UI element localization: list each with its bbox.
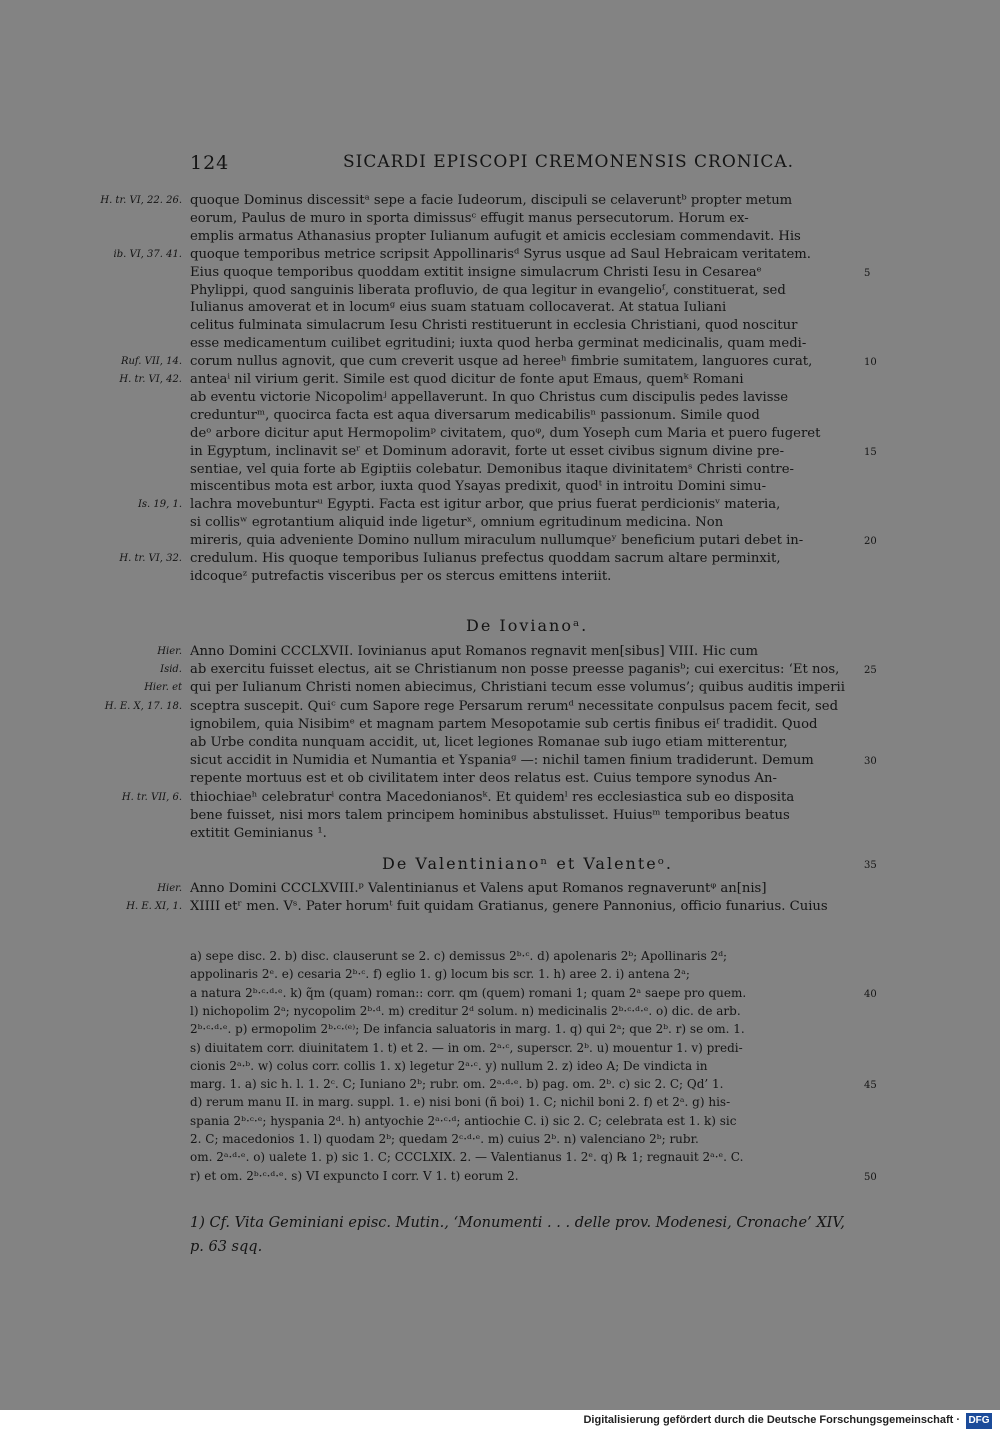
margin-citation: H. E. XI, 1. xyxy=(126,901,182,912)
body-line: deᵒ arbore dicitur aput Hermopolimᵖ civitatem, quoᵠ, dum Yoseph cum Maria et puero fugeret xyxy=(190,425,821,441)
sponsor-text: Digitalisierung gefördert durch die Deutsche Forschungsgemeinschaft · xyxy=(583,1414,960,1426)
valentinianus-line: XIIII etʳ men. Vˢ. Pater horumᵗ fuit quidam Gratianus, genere Pannonius, officio funarius. Cuius xyxy=(190,899,828,914)
apparatus-line: a natura 2ᵇ·ᶜ·ᵈ·ᵉ. k) q̃m (quam) roman:: corr. qm (quem) romani 1; quam 2ᵃ saepe pro quem. xyxy=(190,985,747,1000)
line-number: 35 xyxy=(864,860,877,871)
line-number: 30 xyxy=(864,756,877,768)
body-line: quoque Dominus discessitᵃ sepe a facie Iudeorum, discipuli se celaveruntᵇ propter metum xyxy=(190,193,793,208)
line-number: 5 xyxy=(864,267,871,279)
body-line: credulum. His quoque temporibus Iulianus prefectus quoddam sacrum altare perminxit, xyxy=(190,551,781,566)
body-line: Phylippi, quod sanguinis liberata profluvio, de qua legitur in evangelioᶠ, constituerat, sed xyxy=(190,282,786,298)
body-line: ab eventu victorie Nicopolimʲ appellaverunt. In quo Christus cum discipulis pedes lavisse xyxy=(190,389,789,405)
body-line: corum nullus agnovit, que cum creverit usque ad hereeʰ fimbrie sumitatem, languores curat, xyxy=(190,354,813,370)
body-line: mireris, quia adveniente Domino nullum miraculum nullumqueʸ beneficium putari debet in- xyxy=(190,533,804,549)
line-number: 45 xyxy=(864,1080,877,1092)
iovianus-line: sceptra suscepit. Quiᶜ cum Sapore rege Persarum rerumᵈ necessitate conpulsus pacem fecit, sed xyxy=(190,698,839,714)
body-line: Iulianus amoverat et in locumᵍ eius suam statuam collocaverat. At statua Iuliani xyxy=(190,300,727,316)
dfg-logo: DFG xyxy=(966,1413,992,1429)
apparatus-line: l) nichopolim 2ᵃ; nycopolim 2ᵇ·ᵈ. m) creditur 2ᵈ solum. n) medicinalis 2ᵇ·ᶜ·ᵈ·ᵉ. o) dic. de arb. xyxy=(190,1003,741,1018)
page-number: 124 xyxy=(190,152,230,174)
iovianus-line: ignobilem, quia Nisibimᵉ et magnam partem Mesopotamie sub certis finibus eiᶠ tradidit. Quod xyxy=(190,716,818,732)
body-line: Eius quoque temporibus quoddam extitit insigne simulacrum Christi Iesu in Cesareaᵉ xyxy=(190,264,762,280)
iovianus-line: bene fuisset, nisi mors talem principem hominibus abstulisset. Huiusᵐ temporibus beatus xyxy=(190,807,790,823)
iovianus-line: Anno Domini CCCLXVII. Iovinianus aput Romanos regnavit men[sibus] VIII. Hic cum xyxy=(190,644,759,659)
body-line: lachra movebunturᵘ Egypti. Facta est igitur arbor, que prius fuerat perdicionisᵛ materia, xyxy=(190,497,781,513)
section-heading-valentinianus: De Valentinianoⁿ et Valenteᵒ. xyxy=(382,854,673,873)
apparatus-line: s) diuitatem corr. diuinitatem 1. t) et 2. — in om. 2ᵃ·ᶜ, superscr. 2ᵇ. u) mouentur 1. v) predi- xyxy=(190,1040,743,1055)
margin-citation: H. tr. VI, 42. xyxy=(119,374,182,385)
line-number: 25 xyxy=(864,665,877,677)
iovianus-line: extitit Geminianus ¹. xyxy=(190,826,327,841)
body-line: eorum, Paulus de muro in sporta dimissusᶜ effugit manus persecutorum. Horum ex- xyxy=(190,210,749,226)
apparatus-line: d) rerum manu II. in marg. suppl. 1. e) nisi boni (ñ boi) 1. C; nichil boni 2. f) et 2ᵃ. g) his- xyxy=(190,1095,731,1110)
apparatus-line: a) sepe disc. 2. b) disc. clauserunt se 2. c) demissus 2ᵇ·ᶜ. d) apolenaris 2ᵇ; Apollinaris 2ᵈ; xyxy=(190,949,728,963)
margin-citation: Isid. xyxy=(160,664,182,676)
line-number: 15 xyxy=(864,446,877,458)
margin-citation: H. tr. VII, 6. xyxy=(121,791,182,803)
body-line: esse medicamentum cuilibet egritudini; iuxta quod herba germinat medicinalis, quam medi- xyxy=(190,336,807,352)
margin-citation: Ruf. VII, 14. xyxy=(120,356,182,368)
margin-citation: H. tr. VI, 32. xyxy=(119,553,182,564)
apparatus-line: appolinaris 2ᵉ. e) cesaria 2ᵇ·ᶜ. f) eglio 1. g) locum bis scr. 1. h) aree 2. i) antena 2ᵃ; xyxy=(190,967,690,982)
body-line: anteaⁱ nil virium gerit. Simile est quod dicitur de fonte aput Emaus, quemᵏ Romani xyxy=(190,372,744,387)
line-number: 10 xyxy=(864,357,877,369)
body-line: in Egyptum, inclinavit seʳ et Dominum adoravit, forte ut esset civibus signum divine pre- xyxy=(190,443,785,459)
iovianus-line: repente mortuus est et ob civilitatem inter deos relatus est. Cuius tempore synodus An- xyxy=(190,771,777,787)
margin-citation: Hier. xyxy=(157,646,182,657)
margin-citation: H. E. X, 17. 18. xyxy=(104,700,182,712)
apparatus-line: marg. 1. a) sic h. l. 1. 2ᶜ. C; Iuniano 2ᵇ; rubr. om. 2ᵃ·ᵈ·ᵉ. b) pag. om. 2ᵇ. c) sic 2. C; Qd’ 1. xyxy=(190,1077,724,1092)
margin-citation: Is. 19, 1. xyxy=(137,499,182,511)
body-line: sentiae, vel quia forte ab Egiptiis colebatur. Demonibus itaque divinitatemˢ Christi contre- xyxy=(190,461,794,477)
apparatus-line: r) et om. 2ᵇ·ᶜ·ᵈ·ᵉ. s) VI expuncto I corr. V 1. t) eorum 2. xyxy=(190,1168,519,1183)
apparatus-line: om. 2ᵃ·ᵈ·ᵉ. o) ualete 1. p) sic 1. C; CCCLXIX. 2. — Valentianus 1. 2ᵉ. q) ℞ 1; regnauit 2ᵃ·ᵉ. C. xyxy=(190,1150,744,1165)
apparatus-line: 2. C; macedonios 1. l) quodam 2ᵇ; quedam 2ᶜ·ᵈ·ᵉ. m) cuius 2ᵇ. n) valenciano 2ᵇ; rubr. xyxy=(190,1132,699,1146)
margin-citation: ib. VI, 37. 41. xyxy=(113,248,182,260)
apparatus-line: cionis 2ᵃ·ᵇ. w) colus corr. collis 1. x) legetur 2ᵃ·ᶜ. y) nullum 2. z) ideo A; De vindicta in xyxy=(190,1058,708,1073)
body-line: miscentibus mota est arbor, iuxta quod Ysayas predixit, quodᵗ in introitu Domini simu- xyxy=(190,479,767,495)
line-number: 50 xyxy=(864,1171,877,1183)
apparatus-line: spania 2ᵇ·ᶜ·ᵉ; hyspania 2ᵈ. h) antyochie 2ᵃ·ᶜ·ᵈ; antiochie C. i) sic 2. C; celebrata est 1. k) sic xyxy=(190,1113,737,1128)
body-line: quoque temporibus metrice scripsit Appollinarisᵈ Syrus usque ad Saul Hebraicam veritatem. xyxy=(190,246,811,262)
body-line: celitus fulminata simulacrum Iesu Christi restituerunt in ecclesia Christiani, quod noscitur xyxy=(190,318,798,334)
line-number: 40 xyxy=(864,988,877,1000)
iovianus-line: qui per Iulianum Christi nomen abiecimus, Christiani tecum esse volumus’; quibus auditis imperii xyxy=(190,680,845,696)
iovianus-line: thiochiaeʰ celebraturⁱ contra Macedonianosᵏ. Et quidemˡ res ecclesiastica sub eo disposita xyxy=(190,789,795,805)
running-title: SICARDI EPISCOPI CREMONENSIS CRONICA. xyxy=(343,152,795,172)
footnote-line-2: p. 63 sqq. xyxy=(190,1239,263,1255)
iovianus-line: ab exercitu fuisset electus, ait se Christianum non posse preesse paganisᵇ; cui exercitus: ‘Et nos, xyxy=(190,662,840,678)
line-number: 20 xyxy=(864,536,877,548)
apparatus-line: 2ᵇ·ᶜ·ᵈ·ᵉ. p) ermopolim 2ᵇ·ᶜ·⁽ᵉ⁾; De infancia saluatoris in marg. 1. q) qui 2ᵃ; que 2ᵇ. r) se om. 1. xyxy=(190,1022,745,1037)
iovianus-line: sicut accidit in Numidia et Numantia et Yspaniaᵍ —: nichil tamen finium tradiderunt. Demum xyxy=(190,753,814,769)
footnote-line-1: 1) Cf. Vita Geminiani episc. Mutin., ‘Monumenti . . . delle prov. Modenesi, Cronache’ XIV, xyxy=(190,1215,845,1231)
body-line: idcoqueᶻ putrefactis visceribus per os stercus emittens interiit. xyxy=(190,568,612,584)
iovianus-line: ab Urbe condita nunquam accidit, ut, licet legiones Romanae sub iugo etiam mitterentur, xyxy=(190,735,788,750)
sponsor-bar xyxy=(0,1410,1000,1434)
section-heading-iovianus: De Iovianoᵃ. xyxy=(466,616,589,635)
margin-citation: Hier. xyxy=(157,883,182,894)
margin-citation: Hier. et xyxy=(144,682,182,694)
body-line: si collisʷ egrotantium aliquid inde ligeturˣ, omnium egritudinum medicina. Non xyxy=(190,515,724,531)
body-line: emplis armatus Athanasius propter Iulianum aufugit et amicis ecclesiam commendavit. His xyxy=(190,228,801,244)
valentinianus-line: Anno Domini CCCLXVIII.ᵖ Valentinianus et Valens aput Romanos regnaveruntᵠ an[nis] xyxy=(190,881,767,896)
margin-citation: H. tr. VI, 22. 26. xyxy=(100,195,182,206)
body-line: credunturᵐ, quocirca facta est aqua diversarum medicabilisⁿ passionum. Simile quod xyxy=(190,407,760,423)
